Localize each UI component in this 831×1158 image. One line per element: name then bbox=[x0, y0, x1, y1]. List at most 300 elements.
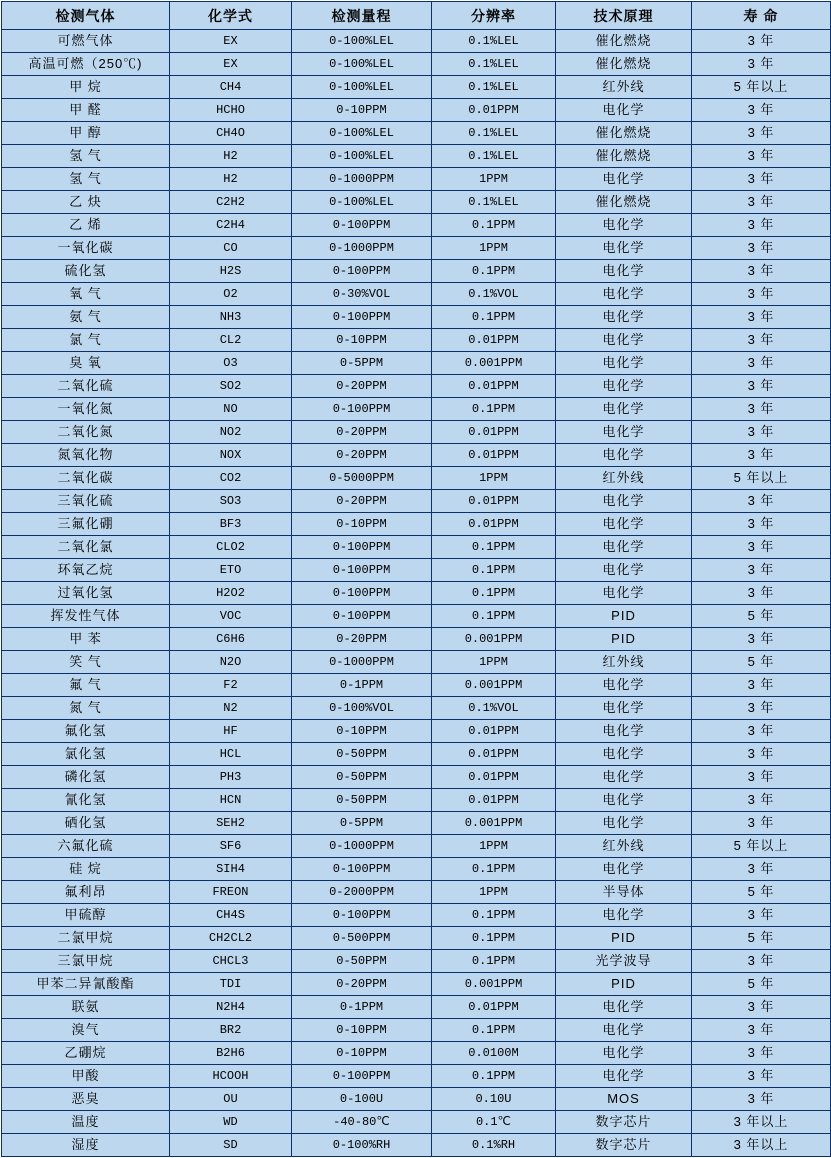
cell-formula: BF3 bbox=[170, 513, 292, 536]
cell-life: 3 年 bbox=[692, 513, 831, 536]
cell-range: 0-100PPM bbox=[292, 559, 432, 582]
cell-range: 0-100%LEL bbox=[292, 53, 432, 76]
cell-gas: 氮氧化物 bbox=[2, 444, 170, 467]
cell-resolution: 1PPM bbox=[432, 237, 556, 260]
table-body bbox=[2, 30, 831, 1157]
cell-principle: 半导体 bbox=[556, 881, 692, 904]
cell-principle: 电化学 bbox=[556, 99, 692, 122]
table-row bbox=[2, 398, 831, 421]
cell-principle: 催化燃烧 bbox=[556, 145, 692, 168]
cell-principle: 电化学 bbox=[556, 513, 692, 536]
cell-gas: 氟化氢 bbox=[2, 720, 170, 743]
cell-gas: 氢 气 bbox=[2, 168, 170, 191]
cell-resolution: 0.1%LEL bbox=[432, 191, 556, 214]
table-row bbox=[2, 789, 831, 812]
cell-range: 0-10PPM bbox=[292, 1042, 432, 1065]
cell-resolution: 0.001PPM bbox=[432, 973, 556, 996]
cell-formula: SIH4 bbox=[170, 858, 292, 881]
cell-life: 3 年 bbox=[692, 743, 831, 766]
cell-principle: PID bbox=[556, 973, 692, 996]
cell-formula: CH2CL2 bbox=[170, 927, 292, 950]
cell-life: 3 年 bbox=[692, 1088, 831, 1111]
cell-resolution: 0.01PPM bbox=[432, 720, 556, 743]
table-row bbox=[2, 927, 831, 950]
cell-range: 0-10PPM bbox=[292, 1019, 432, 1042]
cell-principle: 电化学 bbox=[556, 812, 692, 835]
cell-resolution: 0.1PPM bbox=[432, 904, 556, 927]
cell-range: 0-100PPM bbox=[292, 858, 432, 881]
cell-life: 3 年 bbox=[692, 53, 831, 76]
cell-gas: 二氯甲烷 bbox=[2, 927, 170, 950]
cell-gas: 二氧化氯 bbox=[2, 536, 170, 559]
cell-range: 0-100PPM bbox=[292, 214, 432, 237]
cell-gas: 湿度 bbox=[2, 1134, 170, 1157]
table-row bbox=[2, 720, 831, 743]
cell-principle: 电化学 bbox=[556, 421, 692, 444]
cell-resolution: 0.01PPM bbox=[432, 99, 556, 122]
table-row bbox=[2, 881, 831, 904]
cell-range: 0-10PPM bbox=[292, 513, 432, 536]
cell-principle: 红外线 bbox=[556, 651, 692, 674]
cell-range: 0-100PPM bbox=[292, 904, 432, 927]
cell-resolution: 0.01PPM bbox=[432, 421, 556, 444]
cell-gas: 二氧化碳 bbox=[2, 467, 170, 490]
cell-range: -40-80℃ bbox=[292, 1111, 432, 1134]
cell-formula: CH4S bbox=[170, 904, 292, 927]
cell-formula: C2H4 bbox=[170, 214, 292, 237]
cell-gas: 甲 苯 bbox=[2, 628, 170, 651]
cell-life: 3 年 bbox=[692, 30, 831, 53]
cell-resolution: 0.1PPM bbox=[432, 950, 556, 973]
cell-range: 0-10PPM bbox=[292, 720, 432, 743]
cell-range: 0-1000PPM bbox=[292, 168, 432, 191]
table-row bbox=[2, 582, 831, 605]
table-row bbox=[2, 559, 831, 582]
cell-principle: 电化学 bbox=[556, 559, 692, 582]
cell-formula: EX bbox=[170, 53, 292, 76]
cell-range: 0-100%VOL bbox=[292, 697, 432, 720]
cell-formula: BR2 bbox=[170, 1019, 292, 1042]
cell-resolution: 0.1%LEL bbox=[432, 30, 556, 53]
table-row bbox=[2, 513, 831, 536]
cell-gas: 二氧化氮 bbox=[2, 421, 170, 444]
table-row bbox=[2, 835, 831, 858]
cell-formula: NO bbox=[170, 398, 292, 421]
table-row bbox=[2, 306, 831, 329]
column-header-resolution: 分辨率 bbox=[432, 2, 556, 30]
cell-resolution: 0.01PPM bbox=[432, 743, 556, 766]
cell-range: 0-5PPM bbox=[292, 352, 432, 375]
cell-range: 0-10PPM bbox=[292, 99, 432, 122]
cell-principle: 电化学 bbox=[556, 789, 692, 812]
cell-life: 5 年以上 bbox=[692, 76, 831, 99]
cell-life: 5 年 bbox=[692, 927, 831, 950]
cell-formula: O3 bbox=[170, 352, 292, 375]
cell-life: 3 年 bbox=[692, 237, 831, 260]
cell-gas: 臭 氧 bbox=[2, 352, 170, 375]
cell-life: 5 年 bbox=[692, 973, 831, 996]
cell-resolution: 0.1%LEL bbox=[432, 122, 556, 145]
cell-gas: 氰化氢 bbox=[2, 789, 170, 812]
cell-resolution: 0.1PPM bbox=[432, 605, 556, 628]
table-row bbox=[2, 168, 831, 191]
cell-life: 3 年 bbox=[692, 904, 831, 927]
column-header-gas: 检测气体 bbox=[2, 2, 170, 30]
cell-life: 5 年 bbox=[692, 651, 831, 674]
cell-principle: 电化学 bbox=[556, 490, 692, 513]
cell-range: 0-100%LEL bbox=[292, 145, 432, 168]
cell-resolution: 1PPM bbox=[432, 168, 556, 191]
cell-gas: 甲苯二异氰酸酯 bbox=[2, 973, 170, 996]
cell-principle: 电化学 bbox=[556, 697, 692, 720]
cell-gas: 乙 炔 bbox=[2, 191, 170, 214]
cell-resolution: 0.01PPM bbox=[432, 375, 556, 398]
cell-resolution: 0.1PPM bbox=[432, 398, 556, 421]
cell-resolution: 0.10U bbox=[432, 1088, 556, 1111]
cell-life: 3 年 bbox=[692, 283, 831, 306]
cell-range: 0-20PPM bbox=[292, 444, 432, 467]
cell-principle: 电化学 bbox=[556, 858, 692, 881]
cell-principle: 电化学 bbox=[556, 168, 692, 191]
cell-principle: 电化学 bbox=[556, 720, 692, 743]
cell-resolution: 0.1PPM bbox=[432, 927, 556, 950]
cell-formula: F2 bbox=[170, 674, 292, 697]
table-row bbox=[2, 536, 831, 559]
cell-formula: NO2 bbox=[170, 421, 292, 444]
cell-life: 3 年 bbox=[692, 582, 831, 605]
cell-resolution: 0.001PPM bbox=[432, 812, 556, 835]
cell-resolution: 0.01PPM bbox=[432, 490, 556, 513]
cell-principle: 电化学 bbox=[556, 674, 692, 697]
cell-gas: 笑 气 bbox=[2, 651, 170, 674]
table-row bbox=[2, 743, 831, 766]
cell-gas: 氮 气 bbox=[2, 697, 170, 720]
cell-range: 0-100PPM bbox=[292, 398, 432, 421]
cell-life: 3 年 bbox=[692, 674, 831, 697]
cell-formula: H2 bbox=[170, 168, 292, 191]
cell-life: 3 年 bbox=[692, 352, 831, 375]
cell-life: 5 年以上 bbox=[692, 835, 831, 858]
table-row bbox=[2, 1065, 831, 1088]
cell-range: 0-20PPM bbox=[292, 628, 432, 651]
cell-life: 3 年 bbox=[692, 122, 831, 145]
cell-formula: O2 bbox=[170, 283, 292, 306]
cell-gas: 温度 bbox=[2, 1111, 170, 1134]
cell-range: 0-100PPM bbox=[292, 605, 432, 628]
cell-gas: 氟利昂 bbox=[2, 881, 170, 904]
cell-gas: 高温可燃（250℃) bbox=[2, 53, 170, 76]
cell-resolution: 0.1PPM bbox=[432, 536, 556, 559]
cell-gas: 氨 气 bbox=[2, 306, 170, 329]
cell-range: 0-2000PPM bbox=[292, 881, 432, 904]
cell-range: 0-100PPM bbox=[292, 260, 432, 283]
cell-formula: SO2 bbox=[170, 375, 292, 398]
cell-principle: 电化学 bbox=[556, 582, 692, 605]
cell-gas: 环氧乙烷 bbox=[2, 559, 170, 582]
cell-range: 0-100%LEL bbox=[292, 191, 432, 214]
cell-formula: HCOOH bbox=[170, 1065, 292, 1088]
table-row bbox=[2, 421, 831, 444]
cell-life: 3 年 bbox=[692, 628, 831, 651]
cell-principle: 催化燃烧 bbox=[556, 30, 692, 53]
table-row bbox=[2, 628, 831, 651]
cell-range: 0-20PPM bbox=[292, 490, 432, 513]
table-row bbox=[2, 996, 831, 1019]
cell-resolution: 0.0100M bbox=[432, 1042, 556, 1065]
cell-gas: 二氧化硫 bbox=[2, 375, 170, 398]
cell-principle: 电化学 bbox=[556, 352, 692, 375]
cell-life: 3 年 bbox=[692, 168, 831, 191]
cell-formula: EX bbox=[170, 30, 292, 53]
cell-life: 3 年 bbox=[692, 421, 831, 444]
cell-principle: 电化学 bbox=[556, 237, 692, 260]
cell-range: 0-20PPM bbox=[292, 375, 432, 398]
cell-formula: HCL bbox=[170, 743, 292, 766]
table-row bbox=[2, 1088, 831, 1111]
cell-life: 3 年 bbox=[692, 444, 831, 467]
cell-range: 0-100%LEL bbox=[292, 122, 432, 145]
cell-formula: CHCL3 bbox=[170, 950, 292, 973]
cell-gas: 氟 气 bbox=[2, 674, 170, 697]
cell-formula: VOC bbox=[170, 605, 292, 628]
cell-formula: ETO bbox=[170, 559, 292, 582]
table-row bbox=[2, 467, 831, 490]
cell-principle: PID bbox=[556, 605, 692, 628]
table-row bbox=[2, 605, 831, 628]
cell-principle: PID bbox=[556, 628, 692, 651]
cell-life: 3 年 bbox=[692, 858, 831, 881]
cell-resolution: 0.01PPM bbox=[432, 444, 556, 467]
cell-principle: 数字芯片 bbox=[556, 1111, 692, 1134]
cell-principle: 催化燃烧 bbox=[556, 53, 692, 76]
cell-formula: CO2 bbox=[170, 467, 292, 490]
cell-resolution: 0.001PPM bbox=[432, 674, 556, 697]
cell-life: 3 年 bbox=[692, 720, 831, 743]
cell-formula: OU bbox=[170, 1088, 292, 1111]
cell-life: 3 年 bbox=[692, 1042, 831, 1065]
cell-gas: 甲 醇 bbox=[2, 122, 170, 145]
cell-formula: SO3 bbox=[170, 490, 292, 513]
cell-gas: 乙硼烷 bbox=[2, 1042, 170, 1065]
table-header-row bbox=[2, 2, 831, 30]
cell-gas: 过氧化氢 bbox=[2, 582, 170, 605]
cell-formula: PH3 bbox=[170, 766, 292, 789]
cell-principle: 电化学 bbox=[556, 743, 692, 766]
cell-formula: SD bbox=[170, 1134, 292, 1157]
cell-life: 3 年 bbox=[692, 789, 831, 812]
table-row bbox=[2, 1111, 831, 1134]
cell-resolution: 1PPM bbox=[432, 835, 556, 858]
cell-life: 3 年 bbox=[692, 329, 831, 352]
cell-principle: MOS bbox=[556, 1088, 692, 1111]
gas-detection-spec-table bbox=[1, 1, 831, 1157]
cell-formula: CL2 bbox=[170, 329, 292, 352]
cell-life: 3 年以上 bbox=[692, 1111, 831, 1134]
cell-principle: 电化学 bbox=[556, 214, 692, 237]
cell-formula: SF6 bbox=[170, 835, 292, 858]
cell-gas: 磷化氢 bbox=[2, 766, 170, 789]
cell-range: 0-20PPM bbox=[292, 421, 432, 444]
table-row bbox=[2, 53, 831, 76]
cell-life: 3 年 bbox=[692, 766, 831, 789]
cell-resolution: 0.1PPM bbox=[432, 1019, 556, 1042]
cell-life: 3 年 bbox=[692, 996, 831, 1019]
cell-principle: 电化学 bbox=[556, 375, 692, 398]
cell-principle: 电化学 bbox=[556, 1065, 692, 1088]
cell-life: 3 年 bbox=[692, 306, 831, 329]
cell-gas: 一氧化碳 bbox=[2, 237, 170, 260]
cell-life: 3 年 bbox=[692, 398, 831, 421]
cell-formula: NH3 bbox=[170, 306, 292, 329]
cell-formula: CH4O bbox=[170, 122, 292, 145]
cell-principle: 电化学 bbox=[556, 283, 692, 306]
cell-gas: 三氧化硫 bbox=[2, 490, 170, 513]
cell-life: 3 年 bbox=[692, 559, 831, 582]
cell-resolution: 0.01PPM bbox=[432, 996, 556, 1019]
cell-resolution: 0.001PPM bbox=[432, 628, 556, 651]
cell-range: 0-1000PPM bbox=[292, 835, 432, 858]
cell-principle: 电化学 bbox=[556, 996, 692, 1019]
cell-principle: 光学波导 bbox=[556, 950, 692, 973]
column-header-principle: 技术原理 bbox=[556, 2, 692, 30]
cell-formula: H2O2 bbox=[170, 582, 292, 605]
cell-resolution: 0.1PPM bbox=[432, 582, 556, 605]
cell-principle: 红外线 bbox=[556, 76, 692, 99]
cell-formula: B2H6 bbox=[170, 1042, 292, 1065]
cell-gas: 三氯甲烷 bbox=[2, 950, 170, 973]
table-row bbox=[2, 697, 831, 720]
cell-life: 3 年 bbox=[692, 1065, 831, 1088]
cell-gas: 一氧化氮 bbox=[2, 398, 170, 421]
cell-range: 0-100PPM bbox=[292, 306, 432, 329]
cell-principle: 红外线 bbox=[556, 467, 692, 490]
cell-resolution: 0.1PPM bbox=[432, 260, 556, 283]
cell-life: 5 年以上 bbox=[692, 467, 831, 490]
cell-principle: 催化燃烧 bbox=[556, 191, 692, 214]
cell-resolution: 0.1%VOL bbox=[432, 283, 556, 306]
cell-resolution: 1PPM bbox=[432, 651, 556, 674]
cell-resolution: 0.001PPM bbox=[432, 352, 556, 375]
cell-resolution: 0.01PPM bbox=[432, 329, 556, 352]
cell-life: 3 年 bbox=[692, 191, 831, 214]
cell-range: 0-100PPM bbox=[292, 1065, 432, 1088]
cell-formula: HCN bbox=[170, 789, 292, 812]
table-row bbox=[2, 76, 831, 99]
cell-life: 5 年 bbox=[692, 605, 831, 628]
cell-gas: 氢 气 bbox=[2, 145, 170, 168]
cell-formula: H2 bbox=[170, 145, 292, 168]
cell-gas: 甲酸 bbox=[2, 1065, 170, 1088]
cell-life: 3 年 bbox=[692, 260, 831, 283]
cell-gas: 挥发性气体 bbox=[2, 605, 170, 628]
table-row bbox=[2, 950, 831, 973]
cell-gas: 六氟化硫 bbox=[2, 835, 170, 858]
cell-resolution: 1PPM bbox=[432, 881, 556, 904]
cell-gas: 氧 气 bbox=[2, 283, 170, 306]
cell-range: 0-1PPM bbox=[292, 996, 432, 1019]
table-row bbox=[2, 766, 831, 789]
cell-formula: C2H2 bbox=[170, 191, 292, 214]
cell-formula: CO bbox=[170, 237, 292, 260]
column-header-range: 检测量程 bbox=[292, 2, 432, 30]
table-row bbox=[2, 1042, 831, 1065]
cell-formula: N2O bbox=[170, 651, 292, 674]
cell-formula: N2H4 bbox=[170, 996, 292, 1019]
cell-range: 0-500PPM bbox=[292, 927, 432, 950]
table-row bbox=[2, 674, 831, 697]
cell-principle: 电化学 bbox=[556, 329, 692, 352]
table-row bbox=[2, 145, 831, 168]
column-header-formula: 化学式 bbox=[170, 2, 292, 30]
table-row bbox=[2, 651, 831, 674]
table-row bbox=[2, 858, 831, 881]
table-row bbox=[2, 1019, 831, 1042]
cell-principle: 电化学 bbox=[556, 398, 692, 421]
cell-principle: 电化学 bbox=[556, 536, 692, 559]
cell-formula: FREON bbox=[170, 881, 292, 904]
cell-resolution: 1PPM bbox=[432, 467, 556, 490]
cell-life: 3 年以上 bbox=[692, 1134, 831, 1157]
cell-life: 3 年 bbox=[692, 1019, 831, 1042]
cell-formula: WD bbox=[170, 1111, 292, 1134]
cell-formula: C6H6 bbox=[170, 628, 292, 651]
cell-principle: 电化学 bbox=[556, 766, 692, 789]
cell-life: 3 年 bbox=[692, 490, 831, 513]
cell-principle: 催化燃烧 bbox=[556, 122, 692, 145]
cell-principle: 电化学 bbox=[556, 1042, 692, 1065]
table-row bbox=[2, 329, 831, 352]
cell-resolution: 0.1℃ bbox=[432, 1111, 556, 1134]
cell-gas: 乙 烯 bbox=[2, 214, 170, 237]
cell-formula: H2S bbox=[170, 260, 292, 283]
table-row bbox=[2, 99, 831, 122]
cell-life: 3 年 bbox=[692, 99, 831, 122]
cell-principle: 电化学 bbox=[556, 1019, 692, 1042]
cell-range: 0-50PPM bbox=[292, 743, 432, 766]
cell-range: 0-100PPM bbox=[292, 582, 432, 605]
table-row bbox=[2, 214, 831, 237]
cell-resolution: 0.01PPM bbox=[432, 513, 556, 536]
cell-resolution: 0.01PPM bbox=[432, 789, 556, 812]
table-row bbox=[2, 444, 831, 467]
table-row bbox=[2, 283, 831, 306]
cell-range: 0-50PPM bbox=[292, 789, 432, 812]
table-row bbox=[2, 1134, 831, 1157]
cell-resolution: 0.1%VOL bbox=[432, 697, 556, 720]
cell-life: 5 年 bbox=[692, 881, 831, 904]
cell-range: 0-100PPM bbox=[292, 536, 432, 559]
cell-gas: 可燃气体 bbox=[2, 30, 170, 53]
cell-principle: 电化学 bbox=[556, 306, 692, 329]
cell-formula: SEH2 bbox=[170, 812, 292, 835]
cell-range: 0-50PPM bbox=[292, 950, 432, 973]
cell-gas: 甲 醛 bbox=[2, 99, 170, 122]
cell-range: 0-1000PPM bbox=[292, 237, 432, 260]
cell-life: 3 年 bbox=[692, 536, 831, 559]
cell-resolution: 0.1PPM bbox=[432, 306, 556, 329]
cell-range: 0-5000PPM bbox=[292, 467, 432, 490]
table-row bbox=[2, 812, 831, 835]
cell-resolution: 0.1%RH bbox=[432, 1134, 556, 1157]
cell-resolution: 0.1%LEL bbox=[432, 145, 556, 168]
cell-formula: N2 bbox=[170, 697, 292, 720]
table-row bbox=[2, 375, 831, 398]
table-row bbox=[2, 260, 831, 283]
cell-formula: TDI bbox=[170, 973, 292, 996]
cell-range: 0-5PPM bbox=[292, 812, 432, 835]
cell-resolution: 0.1PPM bbox=[432, 1065, 556, 1088]
cell-principle: 红外线 bbox=[556, 835, 692, 858]
